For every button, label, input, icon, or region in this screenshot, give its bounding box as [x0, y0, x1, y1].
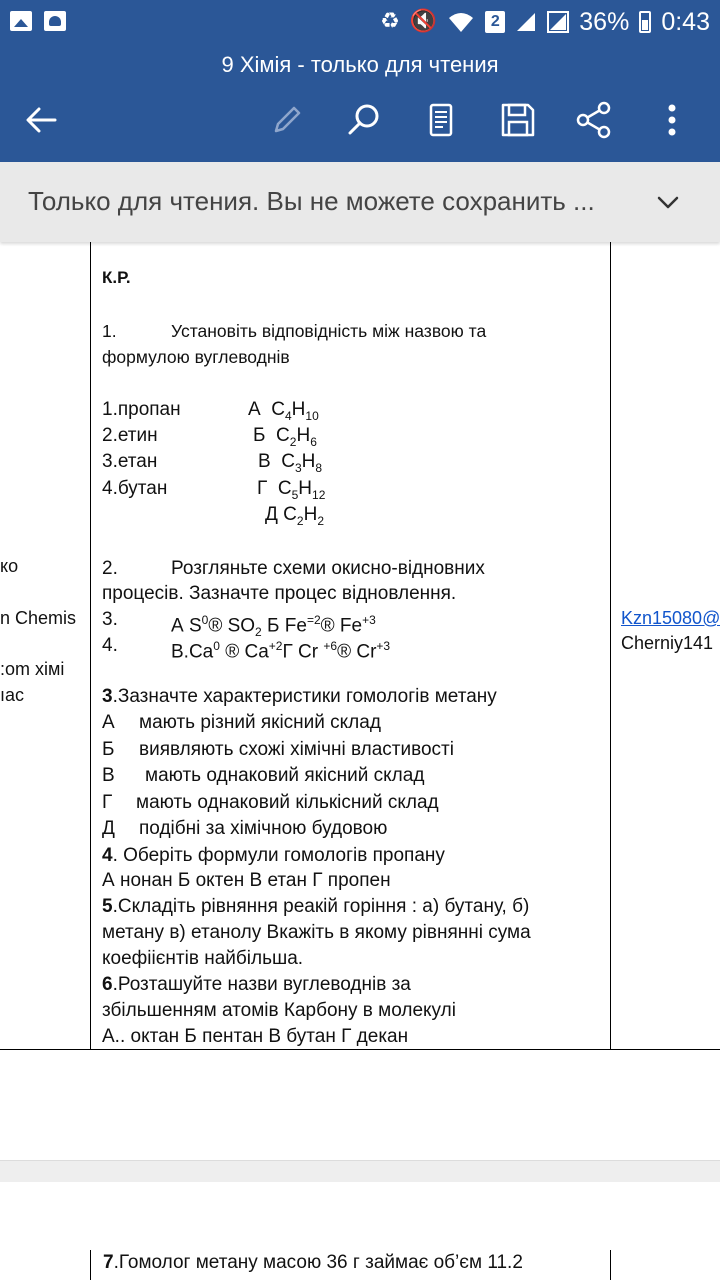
page-bottom-margin — [0, 1050, 720, 1160]
q3-option-text: мають однаковий якісний склад — [145, 765, 425, 786]
email-link[interactable]: Kzn15080@ — [621, 608, 720, 628]
q3-option-letter: Д — [102, 818, 115, 839]
q1-item-formula: А $C_4H_{10}$ — [248, 399, 319, 423]
left-cell-line: n Chemis — [0, 608, 77, 628]
document-page — [0, 242, 720, 1050]
clock: 0:43 — [661, 8, 710, 36]
back-arrow-icon — [21, 100, 61, 140]
doc-heading: К.Р. — [102, 268, 131, 287]
mute-icon: 🔇 — [409, 9, 438, 34]
document-page-2 — [0, 1182, 720, 1280]
table-border-left — [90, 1250, 91, 1280]
gallery-notification-icon — [10, 11, 32, 31]
battery-percent: 36% — [579, 8, 630, 36]
q1-item-name: 3.етан — [102, 451, 158, 472]
recycle-icon: ♻ — [380, 9, 400, 34]
share-button[interactable] — [570, 96, 618, 144]
q1-item-formula: В $C_3H_8$ — [258, 451, 323, 475]
document-title: 9 Хімія - только для чтения — [221, 52, 499, 77]
q3-option-letter: Г — [102, 792, 113, 813]
q1-item-name: 2.етин — [102, 425, 158, 446]
q2-text: Розгляньте схеми окисно-відновних — [171, 558, 485, 579]
search-icon — [344, 100, 384, 140]
q4-heading: 4. Оберіть формули гомологів пропану — [102, 845, 445, 866]
app-bar — [0, 46, 720, 162]
q2-text: процесів. Зазначте процес відновлення. — [102, 583, 457, 604]
wifi-icon — [447, 10, 475, 34]
q1-text: формулою вуглеводнів — [102, 347, 290, 367]
edit-button[interactable] — [263, 96, 311, 144]
q1-item-formula: Г $C_5H_{12}$ — [257, 478, 326, 502]
q3-option-text: виявляють схожі хімічні властивості — [139, 739, 454, 760]
q3-option-text: подібні за хімічною будовою — [139, 818, 388, 839]
reading-view-icon — [421, 100, 461, 140]
save-button[interactable] — [494, 96, 542, 144]
back-button[interactable] — [17, 96, 65, 144]
page-divider — [0, 1160, 720, 1184]
q1-item-formula: Д $C_2H_2$ — [265, 504, 324, 528]
q3-heading: 3.Зазначте характеристики гомологів метану — [102, 686, 497, 707]
q1-item-name: 1.пропан — [102, 399, 181, 420]
q5-line: 5.Складіть рівняння реакій горіння : а) бутану, б) — [102, 896, 530, 917]
q7-line: 7.Гомолог метану масою 36 г займає об’єм 11.2 — [103, 1252, 523, 1273]
q4-answers: А нонан Б октен В етан Г пропен — [102, 870, 391, 891]
q3-option-letter: В — [102, 765, 115, 786]
q1-number: 1. — [102, 321, 117, 341]
sim-badge: 2 — [485, 11, 505, 33]
q3-option-text: мають різний якісний склад — [139, 712, 381, 733]
left-cell-line: :om хімі — [0, 659, 65, 679]
left-cell-line: ко — [0, 556, 19, 576]
q3-option-letter: А — [102, 712, 115, 733]
q2-line3: А $S^0®$ $SO_2$ Б $Fe^{=2}®$ $Fe^{+3}$ — [171, 613, 376, 640]
read-only-banner-text: Только для чтения. Вы не можете сохранить ... — [28, 186, 595, 216]
q2-line4: В.Ca$^0$ ® $Ca^{+2}Г$ Cr $^{+6}$® $Cr^{+3}$ — [171, 639, 391, 663]
q6-answers: А.. октан Б пентан В бутан Г декан — [102, 1026, 409, 1047]
share-icon — [574, 100, 614, 140]
table-border-right — [610, 1250, 611, 1280]
q1-text: Установіть відповідність між назвою та — [171, 321, 487, 341]
left-cell-line: ıac — [0, 685, 25, 705]
read-only-banner[interactable] — [0, 162, 720, 242]
q3-option-letter: Б — [102, 739, 115, 760]
contacts-notification-icon — [44, 11, 66, 31]
table-border-left — [90, 242, 91, 1050]
table-border-right — [610, 242, 611, 1050]
more-vert-icon — [652, 100, 692, 140]
q5-line: метану в) етанолу Вкажіть в якому рівнянні сума — [102, 922, 531, 943]
battery-icon — [639, 11, 651, 33]
search-button[interactable] — [340, 96, 388, 144]
chevron-down-icon[interactable] — [654, 188, 682, 216]
edit-pencil-icon — [267, 100, 307, 140]
q1-item-name: 4.бутан — [102, 478, 168, 499]
q6-line: 6.Розташуйте назви вуглеводнів за — [102, 974, 411, 995]
status-bar — [0, 0, 720, 46]
q1-item-formula: Б $C_2H_6$ — [253, 425, 317, 449]
q2-line4-number: 4. — [102, 635, 118, 656]
q6-line: збільшенням атомів Карбону в молекулі — [102, 1000, 456, 1021]
save-icon — [498, 100, 538, 140]
q5-line: коефіієнтів найбільша. — [102, 948, 304, 969]
more-options-button[interactable] — [648, 96, 696, 144]
q3-option-text: мають однаковий кількісний склад — [136, 792, 439, 813]
q2-line3-number: 3. — [102, 609, 118, 630]
reading-view-button[interactable] — [417, 96, 465, 144]
signal-icon — [515, 11, 537, 33]
q2-number: 2. — [102, 558, 118, 579]
email-text: Cherniy141 — [621, 633, 714, 653]
signal-icon-2 — [547, 11, 569, 33]
